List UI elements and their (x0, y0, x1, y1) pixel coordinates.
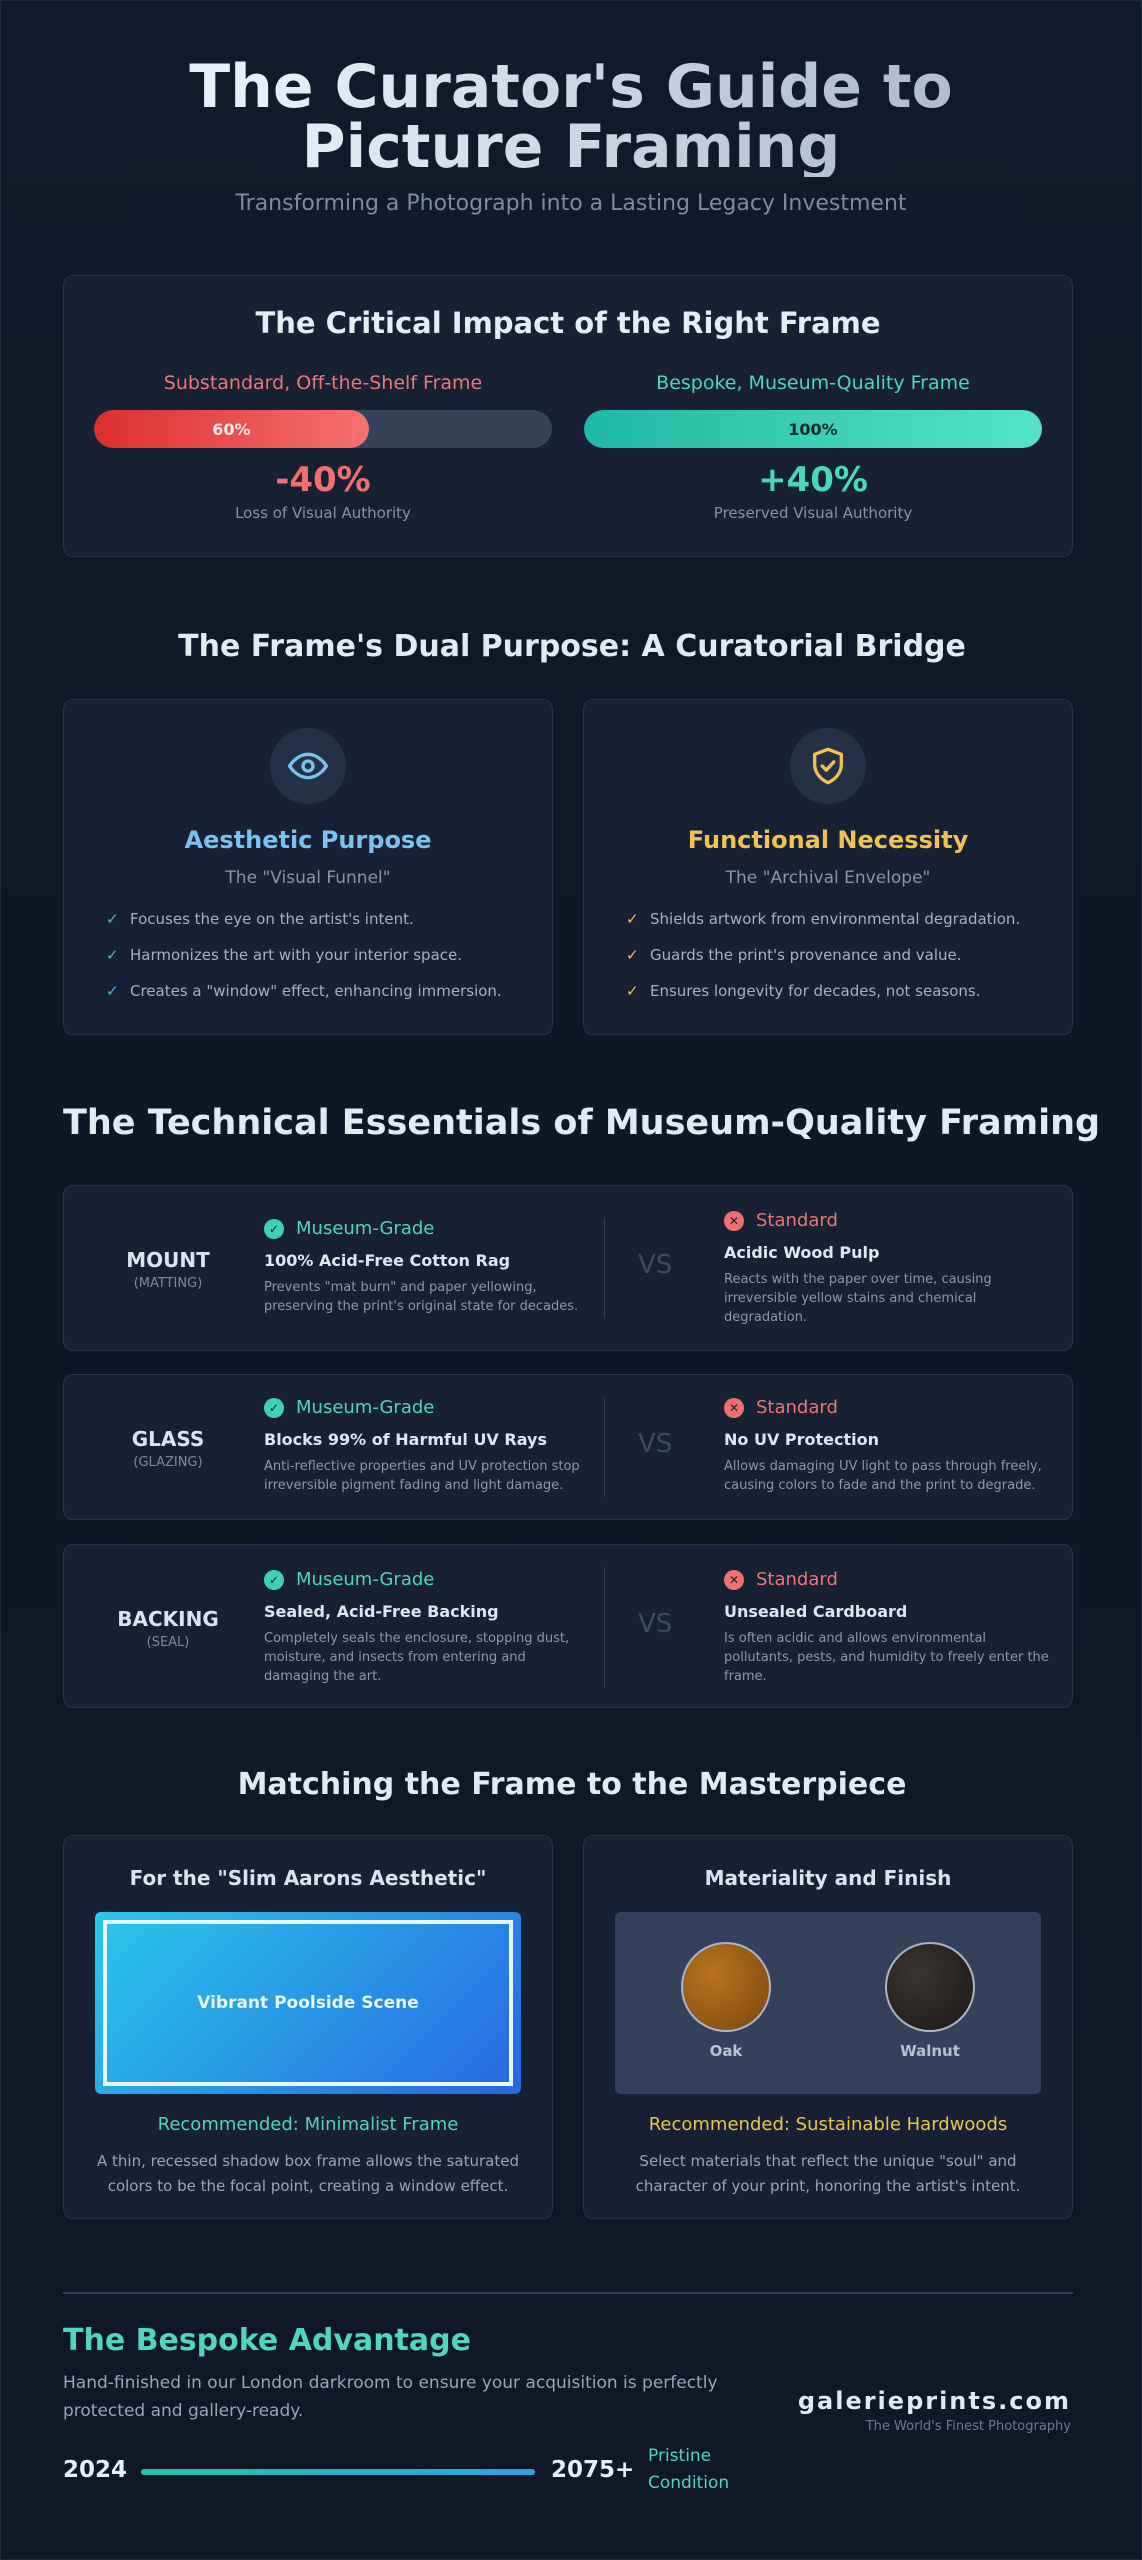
aesthetic-purpose-card (63, 699, 553, 1035)
tech-row-label (64, 1607, 272, 1650)
badge-label: Standard (756, 1210, 838, 1231)
list-item (106, 982, 552, 1018)
list-item-text: Creates a "window" effect, enhancing immersion. (130, 982, 502, 1000)
tech-row-sub: (SEAL) (146, 1635, 190, 1650)
timeline-line (141, 2469, 535, 2475)
brand-tagline: The World's Finest Photography (865, 2419, 1071, 2434)
impact-title: The Critical Impact of the Right Frame (255, 306, 881, 340)
substandard-caption: Loss of Visual Authority (235, 504, 411, 522)
slim-aarons-card (63, 1835, 553, 2219)
check-circle-icon: ✓ (264, 1219, 284, 1239)
bespoke-progress-track (584, 410, 1042, 448)
poolside-image (95, 1912, 521, 2094)
good-title: Sealed, Acid-Free Backing (264, 1602, 499, 1621)
vs-label: VS (638, 1429, 673, 1459)
museum-grade-option (264, 1569, 594, 1686)
impact-substandard-label: Substandard, Off-the-Shelf Frame (163, 372, 483, 394)
museum-grade-badge (264, 1569, 594, 1590)
tech-row-mount (63, 1185, 1073, 1351)
brand (798, 2387, 1071, 2434)
timeline-start-year: 2024 (63, 2457, 128, 2483)
page-title: The Curator's Guide to Picture Framing (71, 57, 1071, 177)
list-item-text: Focuses the eye on the artist's intent. (130, 910, 414, 928)
tech-row-sub: (GLAZING) (133, 1455, 203, 1470)
hero (1, 1, 1141, 216)
tech-row-name: BACKING (117, 1607, 219, 1631)
impact-substandard (94, 372, 552, 522)
standard-option (724, 1210, 1054, 1327)
x-circle-icon: ✕ (724, 1398, 744, 1418)
functional-heading: Functional Necessity (687, 826, 969, 854)
standard-option (724, 1569, 1054, 1686)
badge-label: Standard (756, 1397, 838, 1418)
bad-text: Reacts with the paper over time, causing irreversible yellow stains and chemical degradation. (724, 1272, 992, 1325)
material-description: Select materials that reflect the unique "soul" and character of your print, honoring the artist's intent. (635, 2152, 1021, 2195)
aesthetic-list (106, 910, 552, 1018)
functional-list (626, 910, 1072, 1018)
page-subtitle: Transforming a Photograph into a Lasting Legacy Investment (235, 191, 907, 216)
oak-swatch (681, 1942, 771, 2032)
check-icon: ✓ (106, 982, 119, 1000)
museum-grade-option (264, 1397, 594, 1495)
walnut-swatch (885, 1942, 975, 2032)
list-item (626, 910, 1072, 946)
list-item-text: Ensures longevity for decades, not seasons. (650, 982, 981, 1000)
matching-section-title: Matching the Frame to the Masterpiece (237, 1767, 907, 1802)
list-item-text: Shields artwork from environmental degradation. (650, 910, 1021, 928)
bespoke-progress-bar: 100% (584, 410, 1042, 448)
impact-bespoke (584, 372, 1042, 522)
divider (604, 1397, 605, 1497)
purpose-section-title: The Frame's Dual Purpose: A Curatorial Bridge (178, 629, 966, 664)
x-circle-icon: ✕ (724, 1570, 744, 1590)
x-circle-icon: ✕ (724, 1211, 744, 1231)
wood-swatch-panel (615, 1912, 1041, 2094)
good-text: Completely seals the enclosure, stopping dust, moisture, and insects from entering and damaging the art. (264, 1631, 570, 1684)
good-text: Prevents "mat burn" and paper yellowing, preserving the print's original state for decades. (264, 1280, 579, 1314)
tech-row-name: GLASS (131, 1427, 205, 1451)
standard-badge (724, 1569, 1054, 1590)
check-circle-icon: ✓ (264, 1398, 284, 1418)
slim-description: A thin, recessed shadow box frame allows the saturated colors to be the focal point, creating a window effect. (96, 2152, 520, 2195)
slim-heading: For the "Slim Aarons Aesthetic" (129, 1866, 487, 1890)
list-item-text: Guards the print's provenance and value. (650, 946, 962, 964)
timeline-condition: Pristine Condition (648, 2446, 730, 2493)
bad-title: Acidic Wood Pulp (724, 1243, 880, 1262)
brand-link[interactable]: galerieprints.com (797, 2387, 1071, 2415)
substandard-progress-track (94, 410, 552, 448)
slim-recommendation: Recommended: Minimalist Frame (157, 2114, 459, 2135)
divider (604, 1567, 605, 1687)
tech-row-name: MOUNT (126, 1248, 210, 1272)
check-icon: ✓ (626, 946, 639, 964)
badge-label: Museum-Grade (296, 1569, 435, 1590)
poolside-image-label: Vibrant Poolside Scene (103, 1920, 513, 2086)
bespoke-value: +40% (758, 460, 868, 500)
badge-label: Standard (756, 1569, 838, 1590)
check-icon: ✓ (626, 910, 639, 928)
material-heading: Materiality and Finish (704, 1866, 952, 1890)
check-icon: ✓ (106, 910, 119, 928)
footer-text: Hand-finished in our London darkroom to ensure your acquisition is perfectly protected and gallery-ready. (63, 2373, 718, 2421)
footer-title: The Bespoke Advantage (63, 2323, 471, 2358)
list-item-text: Harmonizes the art with your interior space. (130, 946, 463, 964)
check-circle-icon: ✓ (264, 1570, 284, 1590)
standard-badge (724, 1397, 1054, 1418)
aesthetic-tag: The "Visual Funnel" (225, 868, 391, 888)
bespoke-caption: Preserved Visual Authority (713, 504, 913, 522)
bad-text: Allows damaging UV light to pass through freely, causing colors to fade and the print to degrade. (724, 1459, 1042, 1493)
check-icon: ✓ (106, 946, 119, 964)
substandard-value: -40% (275, 460, 371, 500)
badge-label: Museum-Grade (296, 1397, 435, 1418)
tech-row-glass (63, 1374, 1073, 1520)
tech-row-label (64, 1248, 272, 1291)
material-recommendation: Recommended: Sustainable Hardwoods (648, 2114, 1008, 2135)
bad-text: Is often acidic and allows environmental pollutants, pests, and humidity to freely enter the frame. (724, 1631, 1049, 1684)
eye-icon (270, 728, 346, 804)
walnut-label: Walnut (900, 2042, 960, 2060)
bad-title: No UV Protection (724, 1430, 880, 1449)
footer-divider (63, 2292, 1073, 2294)
standard-option (724, 1397, 1054, 1495)
tech-row-backing (63, 1544, 1073, 1708)
functional-necessity-card (583, 699, 1073, 1035)
longevity-timeline (63, 2443, 783, 2499)
timeline-end-year: 2075+ (551, 2457, 635, 2483)
badge-label: Museum-Grade (296, 1218, 435, 1239)
shield-check-icon (790, 728, 866, 804)
technical-section-title: The Technical Essentials of Museum-Quality Framing (63, 1103, 1101, 1143)
bad-title: Unsealed Cardboard (724, 1602, 908, 1621)
list-item (626, 946, 1072, 982)
materiality-card (583, 1835, 1073, 2219)
oak-label: Oak (709, 2042, 743, 2060)
good-text: Anti-reflective properties and UV protection stop irreversible pigment fading and light damage. (264, 1459, 580, 1493)
good-title: Blocks 99% of Harmful UV Rays (264, 1430, 547, 1449)
list-item (106, 946, 552, 982)
impact-bespoke-label: Bespoke, Museum-Quality Frame (656, 372, 970, 394)
museum-grade-badge (264, 1218, 594, 1239)
vs-label: VS (638, 1250, 673, 1280)
functional-tag: The "Archival Envelope" (725, 868, 931, 888)
list-item (626, 982, 1072, 1018)
museum-grade-badge (264, 1397, 594, 1418)
standard-badge (724, 1210, 1054, 1231)
vs-label: VS (638, 1609, 673, 1639)
impact-card (63, 275, 1073, 557)
tech-row-label (64, 1427, 272, 1470)
check-icon: ✓ (626, 982, 639, 1000)
museum-grade-option (264, 1218, 594, 1316)
good-title: 100% Acid-Free Cotton Rag (264, 1251, 511, 1270)
substandard-progress-bar: 60% (94, 410, 369, 448)
aesthetic-heading: Aesthetic Purpose (184, 826, 432, 854)
tech-row-sub: (MATTING) (133, 1276, 203, 1291)
list-item (106, 910, 552, 946)
divider (604, 1218, 605, 1318)
